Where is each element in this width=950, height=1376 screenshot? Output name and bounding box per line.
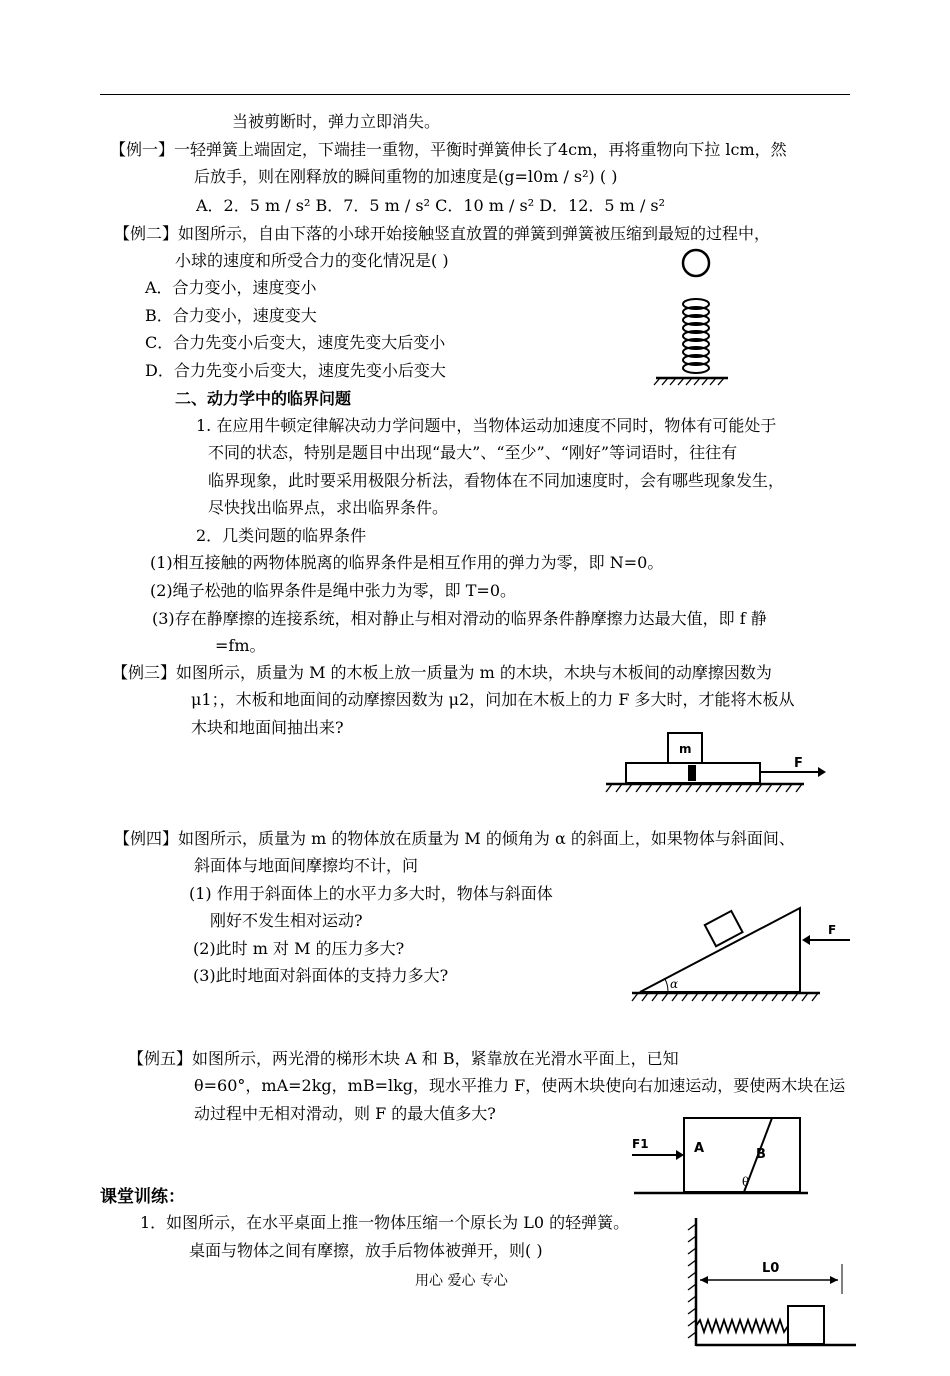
example-1-options: A．2．5 m / s² B．7．5 m / s² C．10 m / s² D．12．5 m / s² <box>196 196 666 215</box>
block-label: m <box>679 742 692 756</box>
board-block-figure <box>604 727 834 799</box>
footer-motto: 用心 爱心 专心 <box>415 1273 508 1289</box>
text-line: 桌面与物体之间有摩擦，放手后物体被弹开，则( ) <box>189 1241 543 1260</box>
text-line: 刚好不发生相对运动? <box>210 911 363 930</box>
text-line: (2)绳子松弛的临界条件是绳中张力为零，即 T=0。 <box>150 581 517 600</box>
angle-label: θ <box>742 1175 750 1189</box>
option-a: A．合力变小，速度变小 <box>145 278 317 297</box>
practice-1-question: 1．如图所示，在水平桌面上推一物体压缩一个原长为 L0 的轻弹簧。 <box>140 1213 630 1232</box>
spring <box>696 1320 788 1332</box>
force-label: F1 <box>632 1137 649 1151</box>
example-3-question: 【例三】如图所示，质量为 M 的木板上放一质量为 m 的木块，木块与木板间的动摩擦因数为 <box>112 663 772 682</box>
block-a-label: A <box>694 1141 705 1156</box>
example-4-question: 【例四】如图所示，质量为 m 的物体放在质量为 M 的倾角为 α 的斜面上，如果物体与斜面间、 <box>114 829 795 848</box>
text-line: 后放手，则在刚释放的瞬间重物的加速度是(g=l0m / s²) ( ) <box>194 167 618 186</box>
text-line: 不同的状态，特别是题目中出现“最大”、“至少”、“刚好”等词语时，往往有 <box>208 443 738 462</box>
option-c: C．合力先变小后变大，速度先变大后变小 <box>145 333 446 352</box>
text-line: (3)存在静摩擦的连接系统，相对静止与相对滑动的临界条件静摩擦力达最大值，即 f 静 <box>152 609 767 628</box>
text-line: 斜面体与地面间摩擦均不计，问 <box>194 856 419 875</box>
section-heading-practice: 课堂训练： <box>100 1187 185 1207</box>
trapezoid-blocks-figure <box>620 1114 810 1202</box>
force-label: F <box>828 923 837 937</box>
text-line: 当被剪断时，弹力立即消失。 <box>232 112 441 131</box>
force-label: F <box>794 756 803 771</box>
text-line: 2．几类问题的临界条件 <box>196 526 367 545</box>
ball-spring-figure <box>650 246 730 386</box>
block-b-label: B <box>756 1147 766 1162</box>
text-line: 尽快找出临界点，求出临界条件。 <box>208 498 449 517</box>
ball <box>683 250 709 276</box>
example-2-question: 【例二】如图所示，自由下落的小球开始接触竖直放置的弹簧到弹簧被压缩到最短的过程中， <box>114 224 771 243</box>
text-line: 木块和地面间抽出来? <box>191 718 344 737</box>
text-line: (2)此时 m 对 M 的压力多大? <box>193 939 405 958</box>
spring <box>683 299 709 373</box>
incline-figure <box>628 900 858 1005</box>
text-line: 临界现象，此时要采用极限分析法，看物体在不同加速度时，会有哪些现象发生， <box>208 471 785 490</box>
text-line: (1)相互接触的两物体脱离的临界条件是相互作用的弹力为零，即 N=0。 <box>150 553 664 572</box>
option-d: D．合力先变小后变大，速度先变小后变大 <box>145 361 446 380</box>
section-heading: 二、动力学中的临界问题 <box>175 389 352 408</box>
angle-label: α <box>670 977 679 991</box>
header-rule <box>100 94 850 95</box>
text-line: =fm。 <box>215 636 266 655</box>
text-line: 动过程中无相对滑动，则 F 的最大值多大? <box>194 1104 496 1123</box>
example-5-question: 【例五】如图所示，两光滑的梯形木块 A 和 B，紧靠放在光滑水平面上，已知 <box>128 1049 679 1068</box>
text-line: 1. 在应用牛顿定律解决动力学问题中，当物体运动加速度不同时，物体有可能处于 <box>196 416 777 435</box>
length-label: L0 <box>762 1261 780 1276</box>
text-line: (1) 作用于斜面体上的水平力多大时，物体与斜面体 <box>189 884 553 903</box>
text-line: μ1；，木板和地面间的动摩擦因数为 μ2，问加在木板上的力 F 多大时，才能将木板从 <box>191 690 795 709</box>
example-1-question: 【例一】一轻弹簧上端固定，下端挂一重物，平衡时弹簧伸长了4cm，再将重物向下拉 lcm，然 <box>110 140 787 159</box>
text-line: (3)此时地面对斜面体的支持力多大? <box>193 966 449 985</box>
spring-wall-figure <box>682 1214 862 1364</box>
text-line: 小球的速度和所受合力的变化情况是( ) <box>175 251 449 270</box>
text-line: θ=60°，mA=2kg，mB=lkg，现水平推力 F，使两木块使向右加速运动，要使两木块在运 <box>194 1076 846 1095</box>
block <box>788 1306 824 1344</box>
option-b: B．合力变小，速度变大 <box>145 306 317 325</box>
